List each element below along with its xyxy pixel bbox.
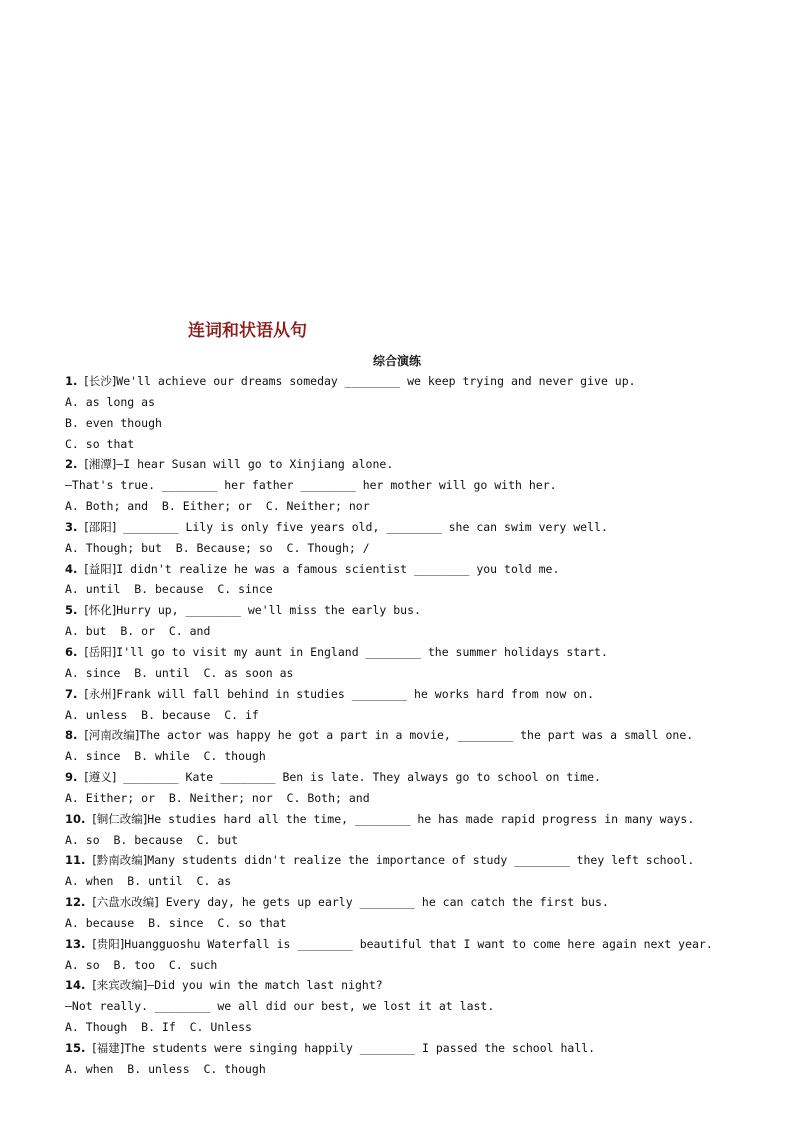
- question-number: 1.: [65, 374, 78, 388]
- question-10-stem: [65, 809, 765, 830]
- question-number: 13.: [65, 936, 86, 951]
- question-source: [湘潭]: [84, 457, 117, 472]
- question-source: [怀化]: [84, 603, 117, 618]
- question-text: —I hear Susan will go to Xinjiang alone.: [116, 457, 394, 472]
- question-source: [铜仁改编]: [92, 811, 148, 826]
- question-number: 3.: [65, 519, 78, 534]
- question-source: [河南改编]: [84, 728, 140, 743]
- question-number: 15.: [65, 1041, 86, 1055]
- question-text: —Not really. ________ we all did our best, we lost it at last.: [65, 999, 495, 1014]
- question-text: ________ Kate ________ Ben is late. They always go to school on time.: [116, 770, 601, 785]
- question-source: [邵阳]: [84, 519, 117, 534]
- question-text: I didn't realize he was a famous scientist ________ you told me.: [116, 561, 560, 576]
- question-15-options: A. when B. unless C. though: [65, 1061, 266, 1076]
- question-number: 14.: [65, 978, 86, 993]
- question-text: I'll go to visit my aunt in England ________ the summer holidays start.: [116, 644, 608, 659]
- question-text: We'll achieve our dreams someday ________ we keep trying and never give up.: [116, 374, 636, 388]
- question-number: 8.: [65, 728, 78, 743]
- question-number: 12.: [65, 895, 86, 910]
- question-1-options: C. so that: [65, 436, 135, 451]
- question-text: —That's true. ________ her father ________ her mother will go with her.: [65, 478, 557, 493]
- question-8-stem: [65, 725, 765, 746]
- question-5-options: A. but B. or C. and: [65, 624, 211, 639]
- question-text: Frank will fall behind in studies ________ he works hard from now on.: [116, 686, 595, 701]
- question-1-options: B. even though: [65, 415, 162, 430]
- question-number: 11.: [65, 853, 86, 868]
- question-10-options: A. so B. because C. but: [65, 832, 239, 847]
- question-source: [遵义]: [84, 770, 117, 785]
- question-number: 9.: [65, 770, 78, 785]
- question-text: Many students didn't realize the importance of study ________ they left school.: [147, 853, 695, 868]
- question-text: ________ Lily is only five years old, ________ she can swim very well.: [116, 519, 608, 534]
- question-source: [永州]: [84, 686, 117, 701]
- question-15-stem: [65, 1038, 765, 1059]
- question-13-options: A. so B. too C. such: [65, 957, 218, 972]
- question-7-options: A. unless B. because C. if: [65, 707, 259, 722]
- question-text: Every day, he gets up early ________ he can catch the first bus.: [158, 895, 609, 910]
- question-7-stem: [65, 684, 765, 705]
- question-11-options: A. when B. until C. as: [65, 874, 232, 889]
- question-number: 10.: [65, 811, 86, 826]
- question-text: The actor was happy he got a part in a movie, ________ the part was a small one.: [139, 728, 694, 743]
- question-1-options: A. as long as: [65, 394, 156, 409]
- question-3-stem: [65, 517, 765, 538]
- question-text: The students were singing happily ________ I passed the school hall.: [124, 1041, 596, 1055]
- section-title: 综合演练: [372, 354, 421, 368]
- question-text: Hurry up, ________ we'll miss the early bus.: [116, 603, 421, 618]
- question-11-stem: [65, 850, 765, 871]
- question-source: [福建]: [92, 1041, 125, 1055]
- question-text: —Did you win the match last night?: [147, 978, 383, 993]
- question-1-stem: [65, 371, 765, 392]
- question-source: [长沙]: [84, 374, 117, 388]
- question-number: 4.: [65, 561, 78, 576]
- question-6-options: A. since B. until C. as soon as: [65, 665, 294, 680]
- question-4-stem: [65, 559, 765, 580]
- page-title: 连词和状语从句: [188, 321, 307, 341]
- question-14-stem-line-2: [65, 996, 765, 1017]
- question-3-options: A. Though; but B. Because; so C. Though; /: [65, 540, 370, 555]
- question-number: 7.: [65, 686, 78, 701]
- question-source: [来宾改编]: [92, 978, 148, 993]
- question-number: 2.: [65, 457, 78, 472]
- question-text: He studies hard all the time, ________ he has made rapid progress in many ways.: [147, 811, 695, 826]
- question-2-stem-line-2: [65, 475, 765, 496]
- question-14-options: A. Though B. If C. Unless: [65, 1020, 252, 1035]
- question-source: [贵阳]: [92, 936, 125, 951]
- question-source: [六盘水改编]: [92, 895, 159, 910]
- question-number: 5.: [65, 603, 78, 618]
- question-4-options: A. until B. because C. since: [65, 582, 273, 597]
- question-text: Huangguoshu Waterfall is ________ beautiful that I want to come here again next year.: [124, 936, 713, 951]
- question-12-options: A. because B. since C. so that: [65, 915, 287, 930]
- question-list: [65, 371, 765, 1080]
- question-13-stem: [65, 934, 765, 955]
- question-2-stem: [65, 454, 765, 475]
- question-12-stem: [65, 892, 765, 913]
- question-14-stem: [65, 975, 765, 996]
- question-9-options: A. Either; or B. Neither; nor C. Both; and: [65, 790, 370, 805]
- question-2-options: A. Both; and B. Either; or C. Neither; nor: [65, 499, 370, 514]
- question-6-stem: [65, 642, 765, 663]
- question-9-stem: [65, 767, 765, 788]
- question-source: [岳阳]: [84, 644, 117, 659]
- question-8-options: A. since B. while C. though: [65, 749, 266, 764]
- question-number: 6.: [65, 644, 78, 659]
- question-source: [黔南改编]: [92, 853, 148, 868]
- question-source: [益阳]: [84, 561, 117, 576]
- question-5-stem: [65, 600, 765, 621]
